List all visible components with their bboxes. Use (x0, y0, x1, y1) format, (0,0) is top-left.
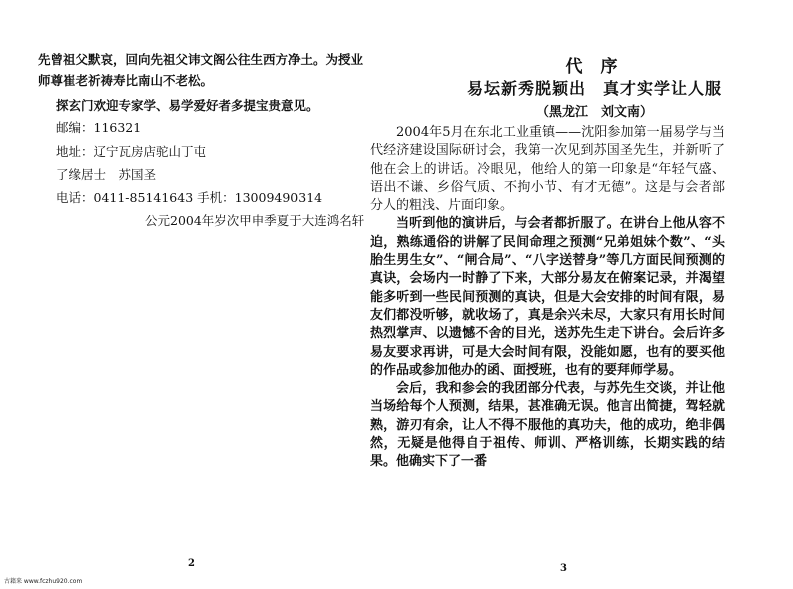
preface-author: （黑龙江 刘文南） (535, 105, 653, 120)
left-address: 地址：辽宁瓦房店驼山丁屯 (56, 144, 207, 159)
preface-paragraph-1: 2004年5月在东北工业重镇——沈阳参加第一届易学与当代经济建设国际研讨会，我第一次见到苏国圣先生，并新听了他在会上的讲话。冷眼见，他给人的第一印象是“年轻气盛、语出不谦、乡俗气质、不拘小节、有才无德”。这是与会者部分人的粗浅、片面印象。 (370, 125, 725, 214)
preface-paragraph-3: 会后，我和参会的我团部分代表，与苏先生交谈，并让他当场给每个人预测，结果，甚准确无误。他言出简捷，驾轻就熟，游刃有余，让人不得不服他的真功夫，他的成功，绝非偶然，无疑是他得自于祖传、师训、严格训练，长期实践的结果。他确实下了一番 (370, 381, 725, 470)
footer-credit: 古籍来 www.fczhu920.com (4, 578, 83, 585)
left-line-2: 师尊崔老祈祷寿比南山不老松。 (38, 73, 214, 88)
left-postcode: 邮编：116321 (56, 120, 142, 135)
left-page (0, 0, 396, 589)
preface-body (370, 124, 725, 472)
left-line-3: 探玄门欢迎专家学、易学爱好者多提宝贵意见。 (56, 98, 319, 113)
left-date-signature: 公元2004年岁次甲申季夏于大连鸿名轩 (145, 213, 365, 228)
page-number-right: 3 (560, 563, 567, 574)
left-author-name: 了缘居士 苏国圣 (56, 167, 157, 182)
preface-paragraph-2: 当听到他的演讲后，与会者都折服了。在讲台上他从容不迫，熟练通俗的讲解了民间命理之预测“兄弟姐妹个数”、“头胎生男生女”、“闸合局”、“八字送替身”等几方面民间预测的真诀，会场内一时静了下来，大部分易友在俯案记录，并渴望能多听到一些民间预测的真诀，但是大会安排的时间有限，易友们都没听够，就收场了，真是余兴未尽，大家只有用长时间热烈掌声、以遗憾不舍的目光，送苏先生走下讲台。会后许多易友要求再讲，可是大会时间有限，没能如愿，也有的要买他的作品或参加他办的函、面授班，也有的要拜师学易。 (370, 216, 725, 378)
page-number-left: 2 (188, 558, 195, 569)
left-phone: 电话：0411-85141643 手机：13009490314 (56, 190, 323, 205)
preface-subtitle: 易坛新秀脱颖出 真才实学让人服 (466, 79, 722, 98)
preface-title: 代 序 (565, 57, 624, 77)
left-line-1: 先曾祖父默哀，回向先祖父讳文阁公往生西方净土。为授业 (38, 52, 364, 67)
